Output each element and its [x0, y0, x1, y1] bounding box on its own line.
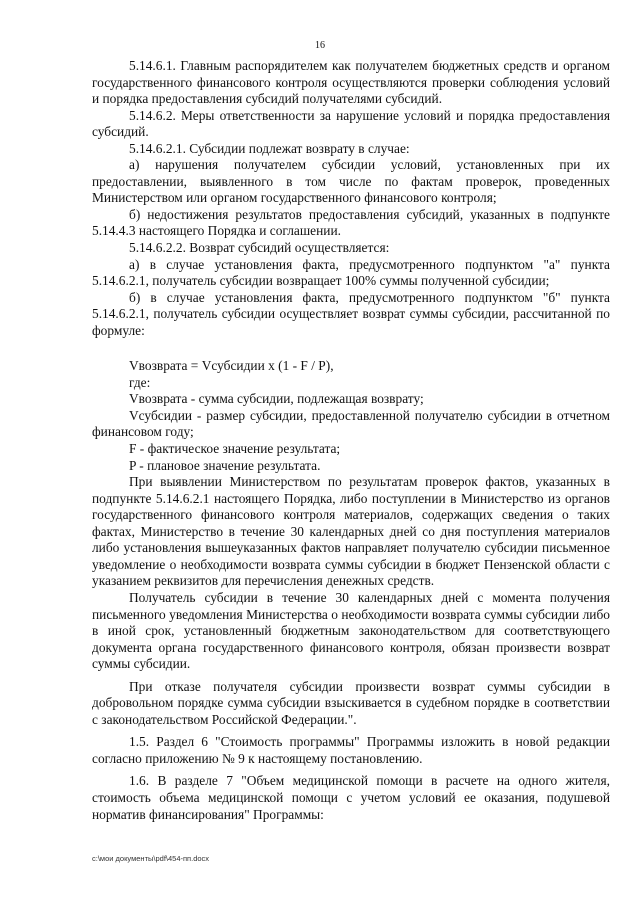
paragraph-return-case-b: б) в случае установления факта, предусмотренного подпунктом "б" пункта 5.14.6.2.1, получатель субсидии осуществляет возврат суммы субсидии, рассчитанной по формуле: [92, 289, 610, 338]
paragraph-notification: При выявлении Министерством по результатам проверок фактов, указанных в подпункте 5.14.6.2.1 настоящего Порядка, либо поступлении в Министерство из органов государственного финансового контроля материалов, содержащих сведения о таких фактах, Министерство в течение 30 календарных дней со дня поступления материалов либо установления вышеуказанных фактов направляет получателю субсидии письменное уведомление о необходимости возврата суммы субсидии в бюджет Пензенской области с указанием реквизитов для перечисления денежных средств. [92, 474, 610, 589]
paragraph-1-6: 1.6. В разделе 7 "Объем медицинской помощи в расчете на одного жителя, стоимость объема медицинской помощи с учетом условий ее оказания, подушевой норматив финансирования" Программы: [92, 773, 610, 822]
paragraph-5-14-6-2-1: 5.14.6.2.1. Субсидии подлежат возврату в случае: [129, 140, 410, 156]
paragraph-5-14-6-2: 5.14.6.2. Меры ответственности за нарушение условий и порядка предоставления субсидий. [92, 107, 610, 140]
formula-var-p: P - плановое значение результата. [129, 457, 321, 473]
formula: Vвозврата = Vсубсидии x (1 - F / P), [129, 358, 334, 374]
formula-var-subsidy: Vсубсидии - размер субсидии, предоставленной получателю субсидии в отчетном финансовом году; [92, 407, 610, 440]
formula-where: где: [129, 374, 151, 390]
paragraph-5-14-6-1: 5.14.6.1. Главным распорядителем как получателем бюджетных средств и органом государственного финансового контроля осуществляются проверки соблюдения условий и порядка предоставления субсидий получателями субсидий. [92, 58, 610, 107]
paragraph-court-recovery: При отказе получателя субсидии произвести возврат суммы субсидии в добровольном порядке сумма субсидии взыскивается в судебном порядке в соответствии с законодательством Российской Федерации.". [92, 678, 610, 727]
document-body [92, 58, 610, 823]
page-number: 16 [315, 40, 325, 51]
paragraph-item-b-results: б) недостижения результатов предоставления субсидий, указанных в подпункте 5.14.4.3 настоящего Порядка и соглашении. [92, 206, 610, 239]
paragraph-5-14-6-2-2: 5.14.6.2.2. Возврат субсидий осуществляется: [129, 240, 390, 256]
paragraph-return-case-a: а) в случае установления факта, предусмотренного подпунктом "а" пункта 5.14.6.2.1, получатель субсидии возвращает 100% суммы полученной субсидии; [92, 256, 610, 289]
formula-var-return: Vвозврата - сумма субсидии, подлежащая возврату; [129, 391, 424, 407]
paragraph-1-5: 1.5. Раздел 6 "Стоимость программы" Программы изложить в новой редакции согласно приложению № 9 к настоящему постановлению. [92, 734, 610, 766]
paragraph-return-deadline: Получатель субсидии в течение 30 календарных дней с момента получения письменного уведомления Министерства о необходимости возврата суммы субсидии либо в иной срок, установленный бюджетным законодательством для соответствующего документа органа государственного финансового контроля, обязан произвести возврат суммы субсидии. [92, 589, 610, 672]
formula-var-f: F - фактическое значение результата; [129, 441, 341, 457]
paragraph-item-a-violation: а) нарушения получателем субсидии условий, установленных при их предоставлении, выявленного в том числе по фактам проверок, проведенных Министерством или органом государственного финансового контроля; [92, 157, 610, 206]
file-path-footer: c:\мои документы\pdf\454-пп.docx [92, 854, 210, 863]
